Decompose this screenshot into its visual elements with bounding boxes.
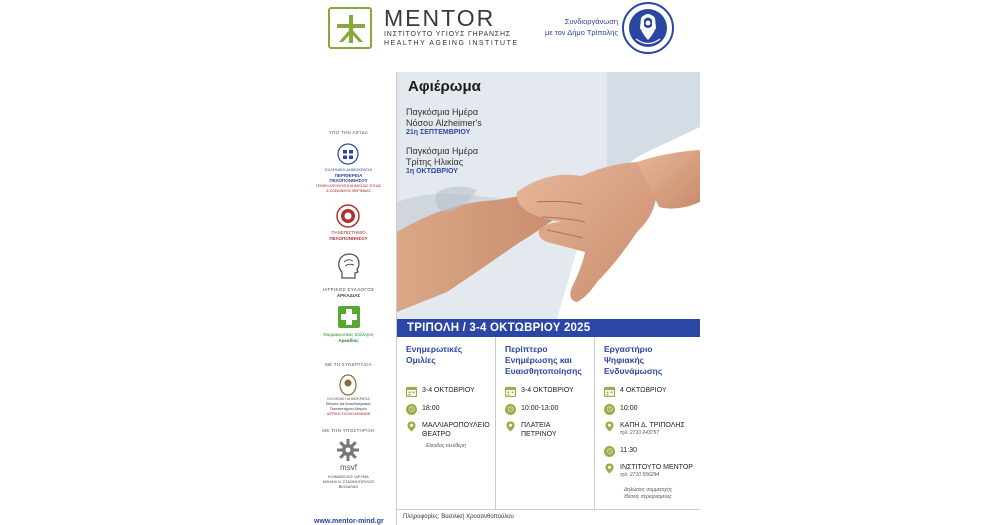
- city-date-banner: ΤΡΙΠΟΛΗ / 3-4 ΟΚΤΩΒΡΙΟΥ 2025: [397, 319, 700, 337]
- website-link[interactable]: www.mentor-mind.gr: [314, 518, 384, 525]
- info-contact: Πληροφορίες: Βασιλική Χρυσανθοπούλου: [403, 514, 514, 520]
- talks-date-row: 3-4 ΟΚΤΩΒΡΙΟΥ: [406, 386, 475, 397]
- event-poster: [300, 0, 700, 525]
- talks-time-row: ◷ 18:00: [406, 404, 440, 415]
- msvf-gear-icon: [337, 439, 359, 461]
- pharmacy-cross-icon: [338, 306, 360, 328]
- location-pin-icon: [406, 421, 417, 432]
- free-entry-note: Είσοδος ελεύθερη: [426, 443, 466, 449]
- hero-image: [397, 72, 700, 319]
- medical-association-text: ΙΑΤΡΙΚΟΣ ΣΥΛΛΟΓΟΣ ΑΡΚΑΔΙΑΣ: [322, 287, 375, 298]
- location-pin-icon: [505, 421, 516, 432]
- event-panel: [396, 72, 699, 525]
- clock-icon: ◷: [406, 404, 417, 415]
- calendar-icon: [505, 386, 516, 397]
- info-booth-title: Περίπτερο Ενημέρωσης και Ευαισθητοποίησης: [505, 344, 582, 376]
- msvf-name: msvf: [340, 463, 357, 472]
- calendar-icon: [604, 386, 615, 397]
- location-pin-icon: [604, 421, 615, 432]
- hellenic-republic-emblem-icon: [337, 143, 359, 165]
- university-emblem-icon: [336, 204, 360, 228]
- workshop-date-row: 4 ΟΚΤΩΒΡΙΟΥ: [604, 386, 667, 397]
- clock-icon: ◷: [505, 404, 516, 415]
- mentor-logo-icon: [328, 7, 372, 49]
- msvf-foundation-text: ΚΟΙΝΩΦΕΛΕΣ ΙΔΡΥΜΑ ΜΙΧΑΗΛ Ν. ΣΤΑΣΙΝΟΠΟΥΛΟΣ ΒΙΟΧΑΛΚΟ: [322, 475, 375, 489]
- elderly-day-title: Παγκόσμια Ημέρα Τρίτης Ηλικίας: [406, 146, 479, 167]
- collaboration-label: ΜΕ ΤΗ ΣΥΝΕΡΓΑΣΙΑ: [324, 362, 373, 367]
- hero-title: Αφιέρωμα: [408, 78, 481, 95]
- tripoli-seal-icon: [622, 2, 674, 54]
- under-auspices-label: ΥΠΟ ΤΗΝ ΑΙΓΙΔΑ: [328, 130, 369, 135]
- elderly-day-date: 1η ΟΚΤΩΒΡΙΟΥ: [406, 168, 458, 175]
- coorganization-text: Συνδιοργάνωση με τον Δήμο Τρίπολης: [545, 17, 618, 37]
- workshop-place2-row: ΙΝΣΤΙΤΟΥΤΟ ΜΕΝΤΟΡ τηλ: 2710 556294: [604, 463, 693, 479]
- university-text: ΠΑΝΕΠΙΣΤΗΜΙΟ ΠΕΛΟΠΟΝΝΗΣΟΥ: [329, 230, 368, 241]
- digital-workshop-column: [594, 337, 700, 509]
- support-label: ΜΕ ΤΗΝ ΥΠΟΣΤΗΡΙΞΗ: [322, 428, 375, 433]
- brand-subtitle-english: HEALTHY AGEING INSTITUTE: [384, 40, 519, 47]
- info-booth-date-row: 3-4 ΟΚΤΩΒΡΙΟΥ: [505, 386, 574, 397]
- alzheimers-day-date: 21η ΣΕΠΤΕΜΒΡΙΟΥ: [406, 129, 471, 136]
- info-booth-column: [495, 337, 594, 509]
- registration-note: Δηλώσεις συμμετοχής Θέσεις περιορισμένες: [623, 487, 673, 500]
- nkua-emblem-icon: [339, 374, 357, 396]
- alzheimers-day-title: Παγκόσμια Ημέρα Νόσου Alzheimer's: [406, 107, 482, 128]
- workshop-place1-row: ΚΑΠΗ Δ. ΤΡΙΠΟΛΗΣ τηλ: 2710 243757: [604, 421, 685, 437]
- info-booth-place-row: ΠΛΑΤΕΙΑ ΠΕΤΡΙΝΟΥ: [505, 421, 557, 439]
- clock-icon: ◷: [604, 404, 615, 415]
- talks-place-row: ΜΑΛΛΙΑΡΟΠΟΥΛΕΙΟ ΘΕΑΤΡΟ: [406, 421, 490, 439]
- workshop-time1-row: ◷ 10:00: [604, 404, 638, 415]
- digital-workshop-title: Εργαστήριο Ψηφιακής Ενδυνάμωσης: [604, 344, 663, 376]
- talks-title: Ενημερωτικές Ομιλίες: [406, 344, 463, 365]
- clock-icon: ◷: [604, 446, 615, 457]
- talks-column: [397, 337, 495, 509]
- info-booth-time-row: ◷ 10:00-13:00: [505, 404, 558, 415]
- brand-name: MENTOR: [384, 5, 496, 31]
- calendar-icon: [406, 386, 417, 397]
- brand-subtitle-greek: ΙΝΣΤΙΤΟΥΤΟ ΥΓΙΟΥΣ ΓΗΡΑΝΣΗΣ: [384, 31, 511, 38]
- pharmaceutical-association-text: Φαρμακευτικός Σύλλογος Αρκαδίας: [323, 332, 374, 343]
- location-pin-icon: [604, 463, 615, 474]
- workshop-time2-row: ◷ 11:30: [604, 446, 637, 457]
- region-peloponnese-text: ΕΛΛΗΝΙΚΗ ΔΗΜΟΚΡΑΤΙΑ ΠΕΡΙΦΕΡΕΙΑ ΠΕΛΟΠΟΝΝΗΣΟΥ ΓΕΝΙΚΗ ΔΙΕΥΘΥΝΣΗ ΔΗΜΟΣΙΑΣ ΥΓΕΙΑΣ & ΚΟΙΝΩΝΙΚΗΣ ΜΕΡΙΜΝΑΣ: [315, 167, 382, 193]
- footer-info: [397, 509, 700, 525]
- medical-association-head-icon: [336, 252, 362, 280]
- nkua-text: ΕΛΛΗΝΙΚΗ ΔΗΜΟΚΡΑΤΙΑ Εθνικόν και Καποδιστριακόν Πανεπιστήμιον Αθηνών ΙΑΤΡΙΚΗ ΣΧΟΛΗ ΑΘΗΝΩΝ: [326, 397, 371, 416]
